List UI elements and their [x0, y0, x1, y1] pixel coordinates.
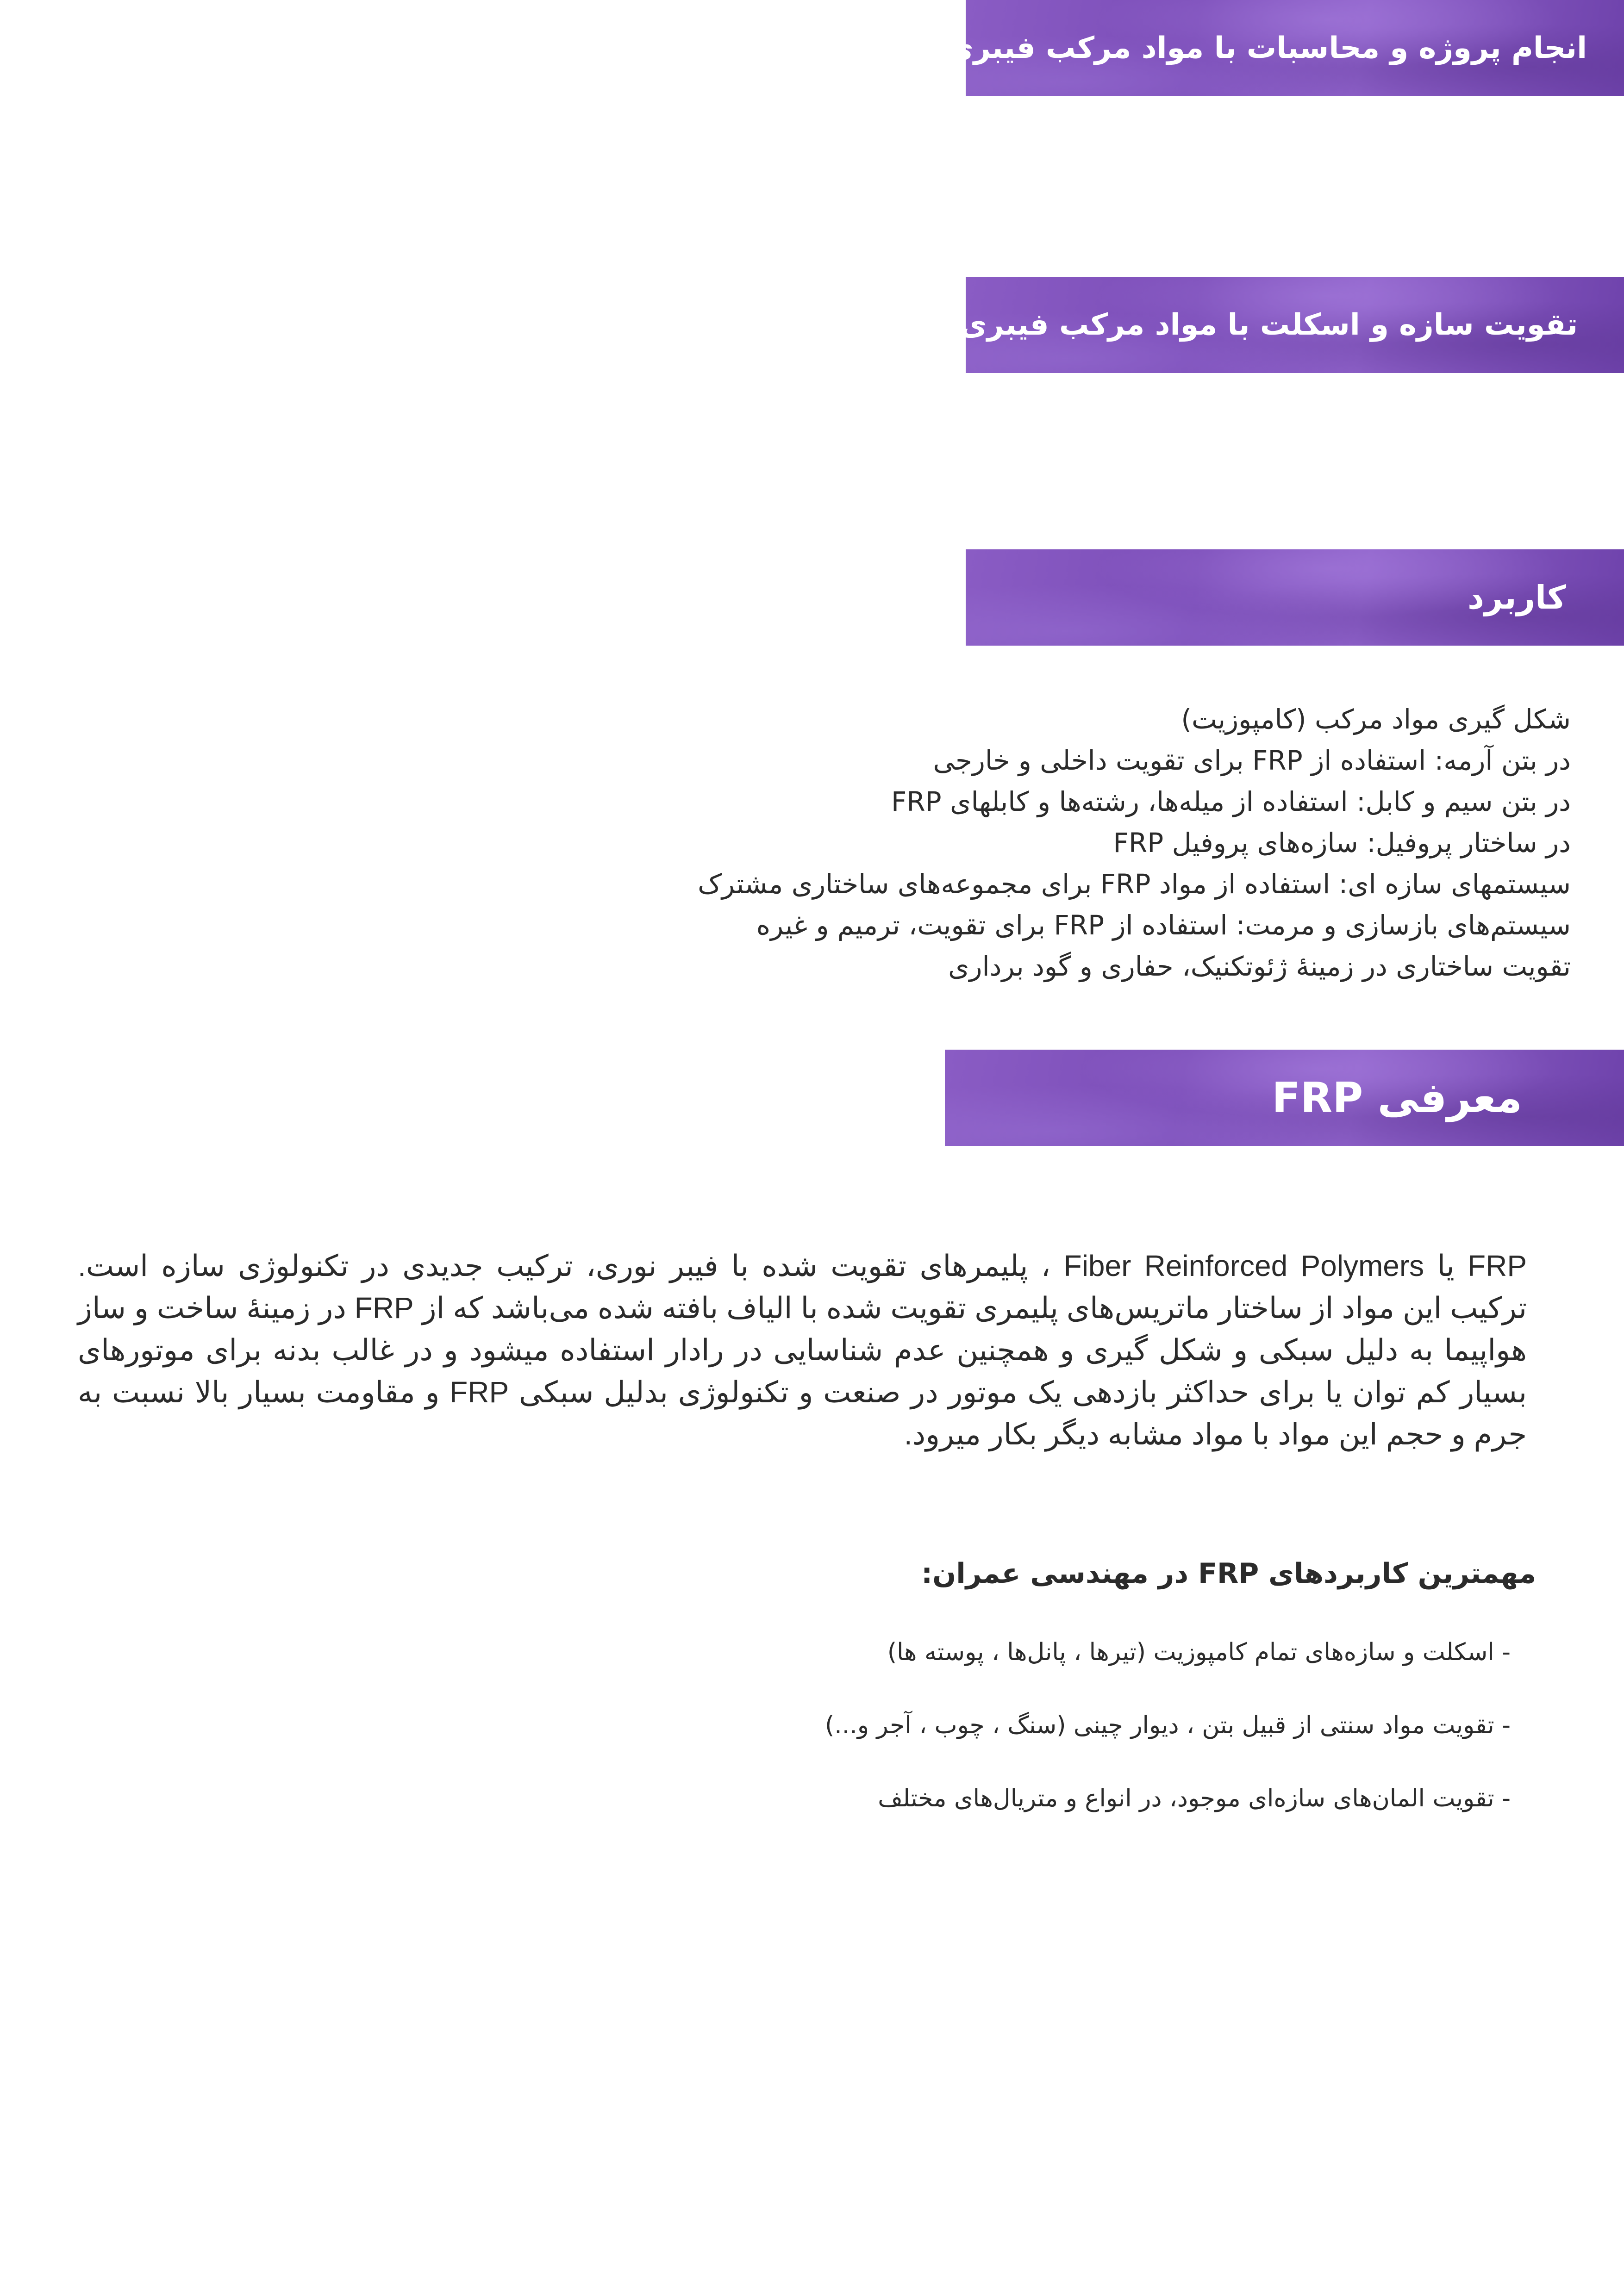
usage-item: سیستم‌های بازسازی و مرمت: استفاده از FRP برای تقویت، ترمیم و غیره [756, 909, 1571, 941]
intro-paragraph: FRP یا Fiber Reinforced Polymers ، پلیمرهای تقویت شده با فیبر نوری، ترکیب جدیدی در تکنولوژی سازه است. ترکیب این مواد از ساختار ماتریس‌های پلیمری تقویت شده با الیاف بافته شده می‌باشد که از FRP در زمینهٔ ساخت و ساز هواپیما به دلیل سبکی و شکل گیری و همچنین عدم شناسایی در رادار استفاده میشود و در غالب بدنه برای موتورهای بسیار کم توان یا برای حداکثر بازدهی یک موتور در صنعت و تکنولوژی بدلیل سبکی FRP و مقاومت بسیار بالا نسبت به جرم و حجم این مواد با مواد مشابه دیگر بکار میرود. [78, 1249, 1527, 1451]
banner-intro-title: معرفی FRP [1272, 1073, 1522, 1122]
banner-reinforcement [960, 277, 1624, 373]
banner-reinforcement-title: تقویت سازه و اسکلت با مواد مرکب فیبری [960, 308, 1578, 342]
application-item: - اسکلت و سازه‌های تمام کامپوزیت (تیرها ، پانل‌ها ، پوسته ها) [887, 1638, 1511, 1666]
application-item: - تقویت مواد سنتی از قبیل بتن ، دیوار چینی (سنگ ، چوب ، آجر و...) [824, 1711, 1511, 1739]
usage-item: در بتن آرمه: استفاده از FRP برای تقویت داخلی و خارجی [933, 745, 1571, 776]
application-item: - تقویت المان‌های سازه‌ای موجود، در انواع و متریال‌های مختلف [878, 1785, 1511, 1812]
applications-heading: مهمترین کاربردهای FRP در مهندسی عمران: [921, 1557, 1536, 1590]
usage-list [552, 699, 1571, 987]
banner-project-title: انجام پروژه و محاسبات با مواد مرکب فیبری [946, 31, 1587, 65]
usage-item: در بتن سیم و کابل: استفاده از میله‌ها، رشته‌ها و کابلهای FRP [891, 786, 1571, 817]
banner-usage-title: کاربرد [1467, 579, 1566, 616]
usage-item: تقویت ساختاری در زمینهٔ ژئوتکنیک، حفاری و گود برداری [948, 951, 1571, 982]
banner-project [946, 0, 1624, 96]
banner-usage [966, 549, 1624, 646]
applications-list [825, 1634, 1511, 1853]
usage-item: در ساختار پروفیل: سازه‌های پروفیل FRP [1113, 827, 1571, 859]
usage-item: سیستمهای سازه ای: استفاده از مواد FRP برای مجموعه‌های ساختاری مشترک [698, 868, 1571, 900]
banner-intro [945, 1050, 1624, 1146]
usage-item: شکل گیری مواد مرکب (کامپوزیت) [1181, 703, 1571, 735]
